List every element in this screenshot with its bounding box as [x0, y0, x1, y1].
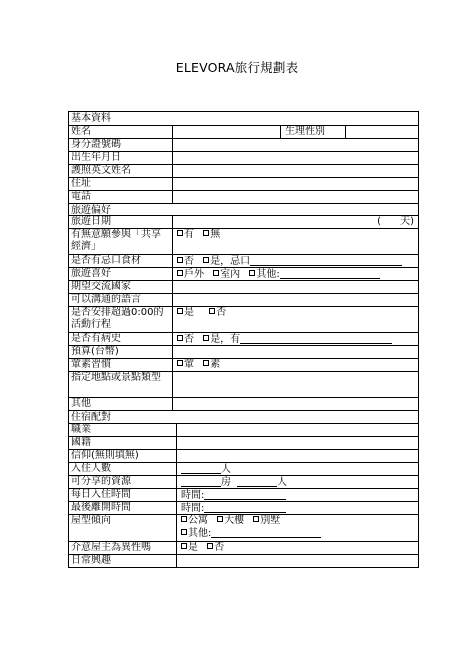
checkout-field: [177, 502, 418, 514]
rooms-unit: 房: [221, 476, 231, 488]
host-options: [177, 542, 418, 554]
travel-planning-form: [68, 111, 419, 568]
passport-label: 護照英文姓名: [69, 165, 173, 177]
food-yes-label: 是，忌口: [210, 256, 251, 267]
food-options: [173, 255, 418, 267]
row-checkout: [69, 501, 418, 514]
row-faith: [69, 449, 418, 462]
row-id: [69, 138, 418, 151]
spot-field[interactable]: [173, 372, 418, 397]
job-field[interactable]: [177, 424, 418, 436]
birth-field[interactable]: [173, 152, 418, 164]
interest-label: 日常興趣: [69, 555, 177, 567]
yes-checkbox[interactable]: [177, 230, 183, 236]
house-label: 屋型傾向: [69, 515, 177, 541]
night-no-checkbox[interactable]: [209, 308, 215, 314]
country-label: 期望交流國家: [69, 281, 173, 293]
guests-field: [177, 463, 418, 475]
yes-label: 有: [184, 229, 194, 240]
villa-checkbox[interactable]: [253, 516, 259, 522]
guests-unit: 人: [221, 463, 231, 475]
house-other-blank[interactable]: [211, 527, 321, 538]
night-label: 是否安排超過0:00的活動行程: [69, 307, 173, 332]
budget-label: 預算(台幣): [69, 346, 173, 358]
section-travel-preference: [69, 203, 418, 216]
row-illness: [69, 332, 418, 345]
food-yes-checkbox[interactable]: [203, 257, 209, 263]
share-field: [177, 476, 418, 488]
checkout-time-prefix: 時間:: [181, 502, 205, 514]
food-label: 是否有忌口食材: [69, 255, 173, 267]
row-country: [69, 280, 418, 293]
nation-label: 國籍: [69, 437, 177, 449]
indoor-checkbox[interactable]: [213, 270, 219, 276]
people-blank[interactable]: [237, 476, 277, 487]
section-travel-preference-label: 旅遊偏好: [71, 204, 111, 216]
country-field[interactable]: [173, 281, 418, 293]
faith-label: 信仰(無則填無): [69, 450, 177, 462]
host-yes-checkbox[interactable]: [181, 543, 187, 549]
row-spot: [69, 371, 418, 397]
hobby-label: 旅遊喜好: [69, 268, 173, 280]
row-budget: [69, 345, 418, 358]
job-label: 職業: [69, 424, 177, 436]
checkin-time-prefix: 時間:: [181, 489, 205, 501]
checkout-label: 最後離開時間: [69, 502, 177, 514]
row-address: [69, 177, 418, 190]
name-label: 姓名: [69, 126, 173, 138]
illness-blank[interactable]: [240, 333, 392, 344]
birth-label: 出生年月日: [69, 152, 173, 164]
date-label: 旅遊日期: [69, 216, 173, 228]
host-yes-label: 是: [188, 541, 198, 553]
villa-label: 別墅: [260, 514, 281, 526]
address-field[interactable]: [173, 178, 418, 190]
host-no-label: 否: [214, 541, 225, 553]
misc-label: 其他: [69, 398, 173, 410]
row-job: [69, 423, 418, 436]
veg-label: 素: [210, 359, 221, 370]
illness-yes-label: 是，有: [210, 334, 241, 345]
row-passport: [69, 164, 418, 177]
food-avoid-blank[interactable]: [250, 255, 402, 266]
language-label: 可以溝通的語言: [69, 294, 173, 306]
checkout-blank[interactable]: [204, 502, 286, 513]
no-checkbox[interactable]: [203, 230, 209, 236]
illness-yes-checkbox[interactable]: [203, 335, 209, 341]
gender-label: 生理性別: [280, 126, 346, 138]
illness-label: 是否有病史: [69, 333, 173, 345]
row-guests: [69, 462, 418, 475]
night-yes-checkbox[interactable]: [177, 308, 183, 314]
row-house-type: [69, 514, 418, 541]
house-options: [177, 515, 418, 541]
budget-field[interactable]: [173, 346, 418, 358]
host-label: 介意屋主為異性嗎: [69, 542, 177, 554]
spot-label: 指定地點或景點類型: [69, 372, 173, 397]
hobby-options: [173, 268, 418, 280]
section-lodging: [69, 410, 418, 423]
rooms-blank[interactable]: [181, 476, 221, 487]
building-label: 大樓: [224, 514, 245, 526]
night-options: [173, 307, 418, 332]
host-no-checkbox[interactable]: [207, 543, 213, 549]
form-title: ELEVORA旅行規劃表: [175, 60, 299, 75]
outdoor-checkbox[interactable]: [177, 270, 183, 276]
diet-label: 葷素習慣: [69, 359, 173, 371]
row-checkin: [69, 488, 418, 501]
row-host-gender: [69, 541, 418, 554]
row-name: [69, 125, 418, 138]
row-interest: [69, 554, 418, 567]
faith-field[interactable]: [177, 450, 418, 462]
language-field[interactable]: [173, 294, 418, 306]
apartment-checkbox[interactable]: [181, 516, 187, 522]
name-field[interactable]: [173, 126, 280, 138]
apartment-label: 公寓: [188, 514, 208, 526]
phone-label: 電話: [69, 191, 173, 203]
row-food-avoid: [69, 254, 418, 267]
no-label: 無: [210, 229, 221, 240]
checkin-blank[interactable]: [204, 489, 286, 500]
nation-field[interactable]: [177, 437, 418, 449]
section-basic-info: [69, 112, 418, 125]
house-other-checkbox[interactable]: [181, 529, 187, 535]
row-share: [69, 475, 418, 488]
misc-field[interactable]: [173, 398, 418, 410]
address-label: 住址: [69, 178, 173, 190]
night-yes-label: 是: [184, 307, 194, 318]
row-diet: [69, 358, 418, 371]
row-misc: [69, 397, 418, 410]
illness-no-checkbox[interactable]: [177, 335, 183, 341]
row-shared-economy: [69, 228, 418, 254]
house-other-label: 其他:: [188, 527, 212, 539]
section-lodging-label: 住宿配對: [71, 412, 111, 423]
meat-checkbox[interactable]: [177, 360, 183, 366]
passport-field[interactable]: [173, 165, 418, 177]
night-no-label: 否: [216, 307, 227, 318]
row-hobby: [69, 267, 418, 280]
row-language: [69, 293, 418, 306]
illness-no-label: 否: [184, 334, 194, 345]
row-nation: [69, 436, 418, 449]
days-field[interactable]: ( 天): [377, 216, 414, 227]
indoor-label: 室內: [220, 269, 241, 280]
row-night-activity: [69, 306, 418, 332]
food-no-checkbox[interactable]: [177, 257, 183, 263]
guests-label: 入住人數: [69, 463, 177, 475]
gender-field[interactable]: [346, 126, 418, 138]
veg-checkbox[interactable]: [203, 360, 209, 366]
outdoor-label: 戶外: [184, 269, 204, 280]
phone-field[interactable]: [173, 191, 418, 203]
section-basic-info-label: 基本資料: [71, 113, 111, 124]
id-field[interactable]: [173, 139, 418, 151]
interest-field[interactable]: [177, 555, 418, 567]
building-checkbox[interactable]: [217, 516, 223, 522]
shared-label: 有無意願參與「共享經濟」: [69, 229, 173, 254]
id-label: 身分證號碼: [69, 139, 173, 151]
row-birth: [69, 151, 418, 164]
diet-options: [173, 359, 418, 371]
row-phone: [69, 190, 418, 203]
checkin-field: [177, 489, 418, 501]
checkin-label: 每日入住時間: [69, 489, 177, 501]
illness-options: [173, 333, 418, 345]
hobby-other-label: 其他:: [256, 269, 280, 280]
meat-label: 葷: [184, 359, 194, 370]
shared-options: [173, 229, 418, 254]
row-travel-date: [69, 215, 418, 228]
hobby-other-blank[interactable]: [280, 268, 380, 279]
people-unit: 人: [277, 476, 287, 488]
food-no-label: 否: [184, 256, 194, 267]
share-label: 可分享的資源: [69, 476, 177, 488]
hobby-other-checkbox[interactable]: [249, 270, 255, 276]
guests-blank[interactable]: [181, 463, 221, 474]
